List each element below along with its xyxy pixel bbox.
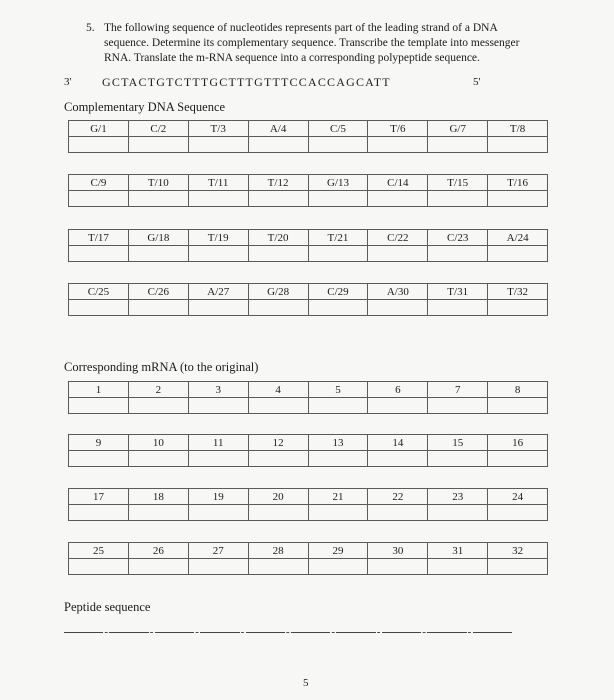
mrna-table-4 [68,542,548,575]
complementary-table-3 [68,229,548,262]
mrna-label-20: 20 [248,489,308,505]
peptide-blank-7[interactable] [336,632,375,633]
mrna-answer-cell-31[interactable] [428,559,488,575]
mrna-label-7: 7 [428,382,488,398]
complementary-label-1: G/1 [69,121,129,137]
mrna-heading: Corresponding mRNA (to the original) [64,360,259,374]
mrna-label-32: 32 [488,543,548,559]
complementary-label-10: T/10 [128,175,188,191]
complementary-label-25: C/25 [69,284,129,300]
complementary-label-5: C/5 [308,121,368,137]
complementary-label-21: T/21 [308,230,368,246]
mrna-label-4: 4 [248,382,308,398]
complementary-answer-cell-11[interactable] [188,191,248,207]
mrna-label-12: 12 [248,435,308,451]
mrna-table-2 [68,434,548,467]
mrna-answer-cell-18[interactable] [128,505,188,521]
page-number: 5 [303,677,309,689]
complementary-label-6: T/6 [368,121,428,137]
mrna-label-21: 21 [308,489,368,505]
mrna-label-24: 24 [488,489,548,505]
peptide-separator: - [195,626,199,638]
mrna-label-28: 28 [248,543,308,559]
mrna-label-5: 5 [308,382,368,398]
complementary-label-31: T/31 [428,284,488,300]
complementary-label-8: T/8 [488,121,548,137]
mrna-label-22: 22 [368,489,428,505]
complementary-label-17: T/17 [69,230,129,246]
complementary-heading: Complementary DNA Sequence [64,100,226,114]
peptide-blank-4[interactable] [200,632,239,633]
mrna-answer-cell-22[interactable] [368,505,428,521]
complementary-answer-cell-17[interactable] [69,246,129,262]
sequence-3-prime-end: 3' [64,76,72,88]
mrna-table-1 [68,381,548,414]
mrna-label-25: 25 [69,543,129,559]
complementary-label-11: T/11 [188,175,248,191]
complementary-label-14: C/14 [368,175,428,191]
mrna-answer-cell-8[interactable] [488,398,548,414]
complementary-answer-cell-28[interactable] [248,300,308,316]
complementary-label-9: C/9 [69,175,129,191]
peptide-separator: - [149,626,154,638]
mrna-answer-cell-26[interactable] [128,559,188,575]
complementary-answer-cell-4[interactable] [248,137,308,153]
mrna-label-31: 31 [428,543,488,559]
mrna-answer-cell-3[interactable] [188,398,248,414]
complementary-answer-cell-21[interactable] [308,246,368,262]
complementary-answer-cell-19[interactable] [188,246,248,262]
complementary-answer-cell-31[interactable] [428,300,488,316]
mrna-answer-cell-1[interactable] [69,398,129,414]
mrna-label-15: 15 [428,435,488,451]
peptide-heading: Peptide sequence [64,600,151,614]
complementary-label-12: T/12 [248,175,308,191]
peptide-separator: - [240,626,245,638]
complementary-label-15: T/15 [428,175,488,191]
complementary-answer-cell-22[interactable] [368,246,428,262]
peptide-blank-1[interactable] [64,632,103,633]
mrna-answer-cell-10[interactable] [128,451,188,467]
mrna-label-8: 8 [488,382,548,398]
mrna-answer-cell-2[interactable] [128,398,188,414]
mrna-label-6: 6 [368,382,428,398]
mrna-answer-cell-15[interactable] [428,451,488,467]
mrna-label-29: 29 [308,543,368,559]
peptide-separator: - [104,626,109,638]
dna-sequence: GCTACTGTCTTTGCTTTGTTTCCACCAGCATT [102,75,391,89]
question-line-1: The following sequence of nucleotides represents part of the leading strand of a DNA [104,22,498,34]
mrna-label-1: 1 [69,382,129,398]
complementary-answer-cell-3[interactable] [188,137,248,153]
complementary-answer-cell-6[interactable] [368,137,428,153]
peptide-blank-2[interactable] [109,632,148,633]
complementary-label-4: A/4 [248,121,308,137]
complementary-answer-cell-24[interactable] [488,246,548,262]
complementary-answer-cell-32[interactable] [488,300,548,316]
peptide-blank-8[interactable] [382,632,421,633]
mrna-answer-cell-19[interactable] [188,505,248,521]
peptide-blank-6[interactable] [291,632,330,633]
complementary-answer-cell-30[interactable] [368,300,428,316]
mrna-answer-cell-14[interactable] [368,451,428,467]
complementary-label-23: C/23 [428,230,488,246]
complementary-label-28: G/28 [248,284,308,300]
mrna-answer-cell-25[interactable] [69,559,129,575]
mrna-answer-cell-20[interactable] [248,505,308,521]
mrna-answer-cell-6[interactable] [368,398,428,414]
mrna-label-3: 3 [188,382,248,398]
mrna-answer-cell-24[interactable] [488,505,548,521]
peptide-separator: - [331,626,336,638]
complementary-table-2 [68,174,548,207]
mrna-label-18: 18 [128,489,188,505]
complementary-answer-cell-7[interactable] [428,137,488,153]
complementary-answer-cell-16[interactable] [488,191,548,207]
mrna-table-3 [68,488,548,521]
mrna-answer-cell-17[interactable] [69,505,129,521]
mrna-answer-cell-28[interactable] [248,559,308,575]
question-line-2: sequence. Determine its complementary sequence. Transcribe the template into messenger [104,37,520,49]
mrna-answer-cell-9[interactable] [69,451,129,467]
complementary-label-18: G/18 [128,230,188,246]
complementary-label-16: T/16 [488,175,548,191]
complementary-answer-cell-12[interactable] [248,191,308,207]
complementary-table-1 [68,120,548,153]
complementary-answer-cell-26[interactable] [128,300,188,316]
mrna-label-26: 26 [128,543,188,559]
complementary-answer-cell-27[interactable] [188,300,248,316]
complementary-answer-cell-10[interactable] [128,191,188,207]
complementary-answer-cell-1[interactable] [69,137,129,153]
complementary-label-3: T/3 [188,121,248,137]
complementary-label-19: T/19 [188,230,248,246]
complementary-answer-cell-9[interactable] [69,191,129,207]
complementary-label-22: C/22 [368,230,428,246]
complementary-answer-cell-8[interactable] [488,137,548,153]
mrna-answer-cell-27[interactable] [188,559,248,575]
complementary-answer-cell-20[interactable] [248,246,308,262]
mrna-answer-cell-21[interactable] [308,505,368,521]
complementary-answer-cell-13[interactable] [308,191,368,207]
mrna-label-19: 19 [188,489,248,505]
complementary-label-7: G/7 [428,121,488,137]
complementary-label-32: T/32 [488,284,548,300]
complementary-answer-cell-18[interactable] [128,246,188,262]
peptide-separator: - [467,626,472,638]
mrna-answer-cell-29[interactable] [308,559,368,575]
complementary-label-30: A/30 [368,284,428,300]
mrna-label-17: 17 [69,489,129,505]
mrna-answer-cell-4[interactable] [248,398,308,414]
mrna-answer-cell-23[interactable] [428,505,488,521]
complementary-label-20: T/20 [248,230,308,246]
complementary-answer-cell-2[interactable] [128,137,188,153]
complementary-answer-cell-15[interactable] [428,191,488,207]
mrna-label-11: 11 [188,435,248,451]
complementary-answer-cell-29[interactable] [308,300,368,316]
mrna-label-23: 23 [428,489,488,505]
peptide-separator: - [422,626,426,638]
complementary-label-27: A/27 [188,284,248,300]
complementary-answer-cell-23[interactable] [428,246,488,262]
mrna-answer-cell-16[interactable] [488,451,548,467]
mrna-answer-cell-5[interactable] [308,398,368,414]
mrna-answer-cell-11[interactable] [188,451,248,467]
mrna-answer-cell-7[interactable] [428,398,488,414]
mrna-label-13: 13 [308,435,368,451]
peptide-blank-9[interactable] [427,632,466,633]
question-number: 5. [86,22,95,34]
peptide-blank-5[interactable] [246,632,285,633]
mrna-label-16: 16 [488,435,548,451]
mrna-label-30: 30 [368,543,428,559]
peptide-separator: - [376,626,381,638]
complementary-table-4 [68,283,548,316]
mrna-answer-cell-13[interactable] [308,451,368,467]
peptide-blank-3[interactable] [155,632,194,633]
sequence-5-prime-end: 5' [473,76,481,88]
mrna-label-2: 2 [128,382,188,398]
mrna-label-9: 9 [69,435,129,451]
complementary-answer-cell-25[interactable] [69,300,129,316]
mrna-label-27: 27 [188,543,248,559]
complementary-label-13: G/13 [308,175,368,191]
complementary-answer-cell-14[interactable] [368,191,428,207]
complementary-answer-cell-5[interactable] [308,137,368,153]
mrna-answer-cell-32[interactable] [488,559,548,575]
mrna-label-10: 10 [128,435,188,451]
complementary-label-24: A/24 [488,230,548,246]
mrna-answer-cell-12[interactable] [248,451,308,467]
complementary-label-26: C/26 [128,284,188,300]
complementary-label-2: C/2 [128,121,188,137]
complementary-label-29: C/29 [308,284,368,300]
mrna-answer-cell-30[interactable] [368,559,428,575]
question-line-3: RNA. Translate the m-RNA sequence into a corresponding polypeptide sequence. [104,52,480,64]
peptide-blank-10[interactable] [473,632,512,633]
peptide-separator: - [286,626,290,638]
mrna-label-14: 14 [368,435,428,451]
